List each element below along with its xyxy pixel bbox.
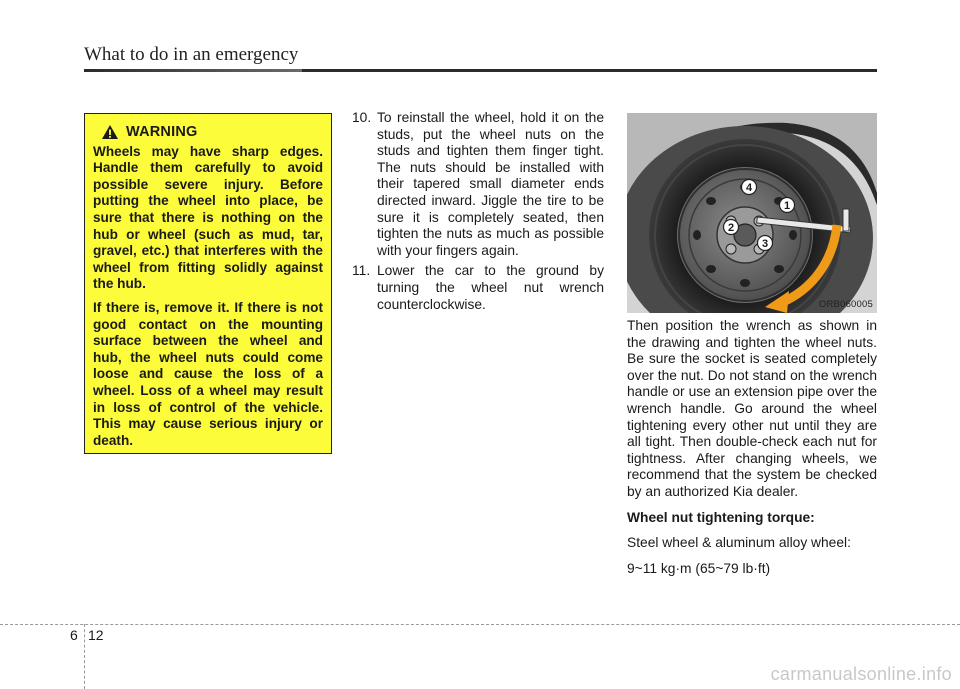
callout-label: 2 [727, 222, 735, 234]
torque-heading: Wheel nut tightening torque: [627, 509, 815, 525]
callout-3 [758, 236, 773, 251]
page-section-title: What to do in an emergency [84, 44, 299, 65]
figure-code: ORB060005 [818, 299, 873, 310]
warning-paragraph: If there is, remove it. If there is not good contact on the mounting surface between the wheel and hub, the wheel nuts could come loose and cause the loss of a wheel. Loss of a wheel may result in loss of control of the vehicle. This may cause serious injury or death. [93, 299, 323, 448]
warning-box [84, 113, 332, 454]
callout-4 [742, 180, 757, 195]
wrench-instructions: Then position the wrench as shown in the drawing and tighten the wheel nuts. Be sure the socket is seated completely over the nut. Do not stand on the wrench handle or use an extension pipe over the wrench handle. Go around the wheel tightening every other nut until they are all tight. Then double-check each nut for tightness. After changing wheels, we recommend that the system be checked by an authorized Kia dealer. [627, 318, 877, 499]
torque-subject: Steel wheel & aluminum alloy wheel: [627, 535, 851, 551]
callout-label: 4 [745, 182, 753, 194]
footer-vertical-divider [84, 624, 85, 689]
header-rule [84, 69, 877, 72]
step-text: To reinstall the wheel, hold it on the studs, put the wheel nuts on the studs and tighten them finger tight. The nuts should be installed with their tapered small diameter ends directed inward. Jiggle the tire to be sure it is completely seated, then tighten the nuts as much as possible with your fingers again. [377, 110, 604, 258]
step-item [352, 110, 604, 259]
torque-value: 9~11 kg·m (65~79 lb·ft) [627, 560, 771, 576]
warning-header [101, 124, 323, 141]
warning-triangle-icon [101, 124, 119, 140]
footer-divider [0, 624, 960, 625]
callout-1 [780, 198, 795, 213]
wheel-illustration [627, 113, 877, 313]
warning-paragraph: Wheels may have sharp edges. Handle them carefully to avoid possible severe injury. Before putting the wheel into place, be sure that there is nothing on the hub or wheel (such as mud, tar, gravel, etc.) that interferes with the wheel from fitting solidly against the hub. [93, 143, 323, 292]
step-text: Lower the car to the ground by turning the wheel nut wrench counterclockwise. [377, 263, 604, 312]
chapter-number: 6 [70, 627, 78, 643]
watermark: carmanualsonline.info [770, 664, 952, 684]
callout-2 [724, 220, 739, 235]
step-item [352, 263, 604, 313]
page-number: 12 [88, 627, 104, 643]
callout-label: 1 [783, 200, 791, 212]
instruction-steps [352, 110, 604, 317]
warning-title: WARNING [126, 124, 198, 140]
step-number: 11. [352, 263, 371, 279]
wheel-drawing [627, 113, 877, 313]
right-column [627, 318, 877, 586]
callout-label: 3 [761, 238, 769, 250]
step-number: 10. [352, 110, 372, 125]
